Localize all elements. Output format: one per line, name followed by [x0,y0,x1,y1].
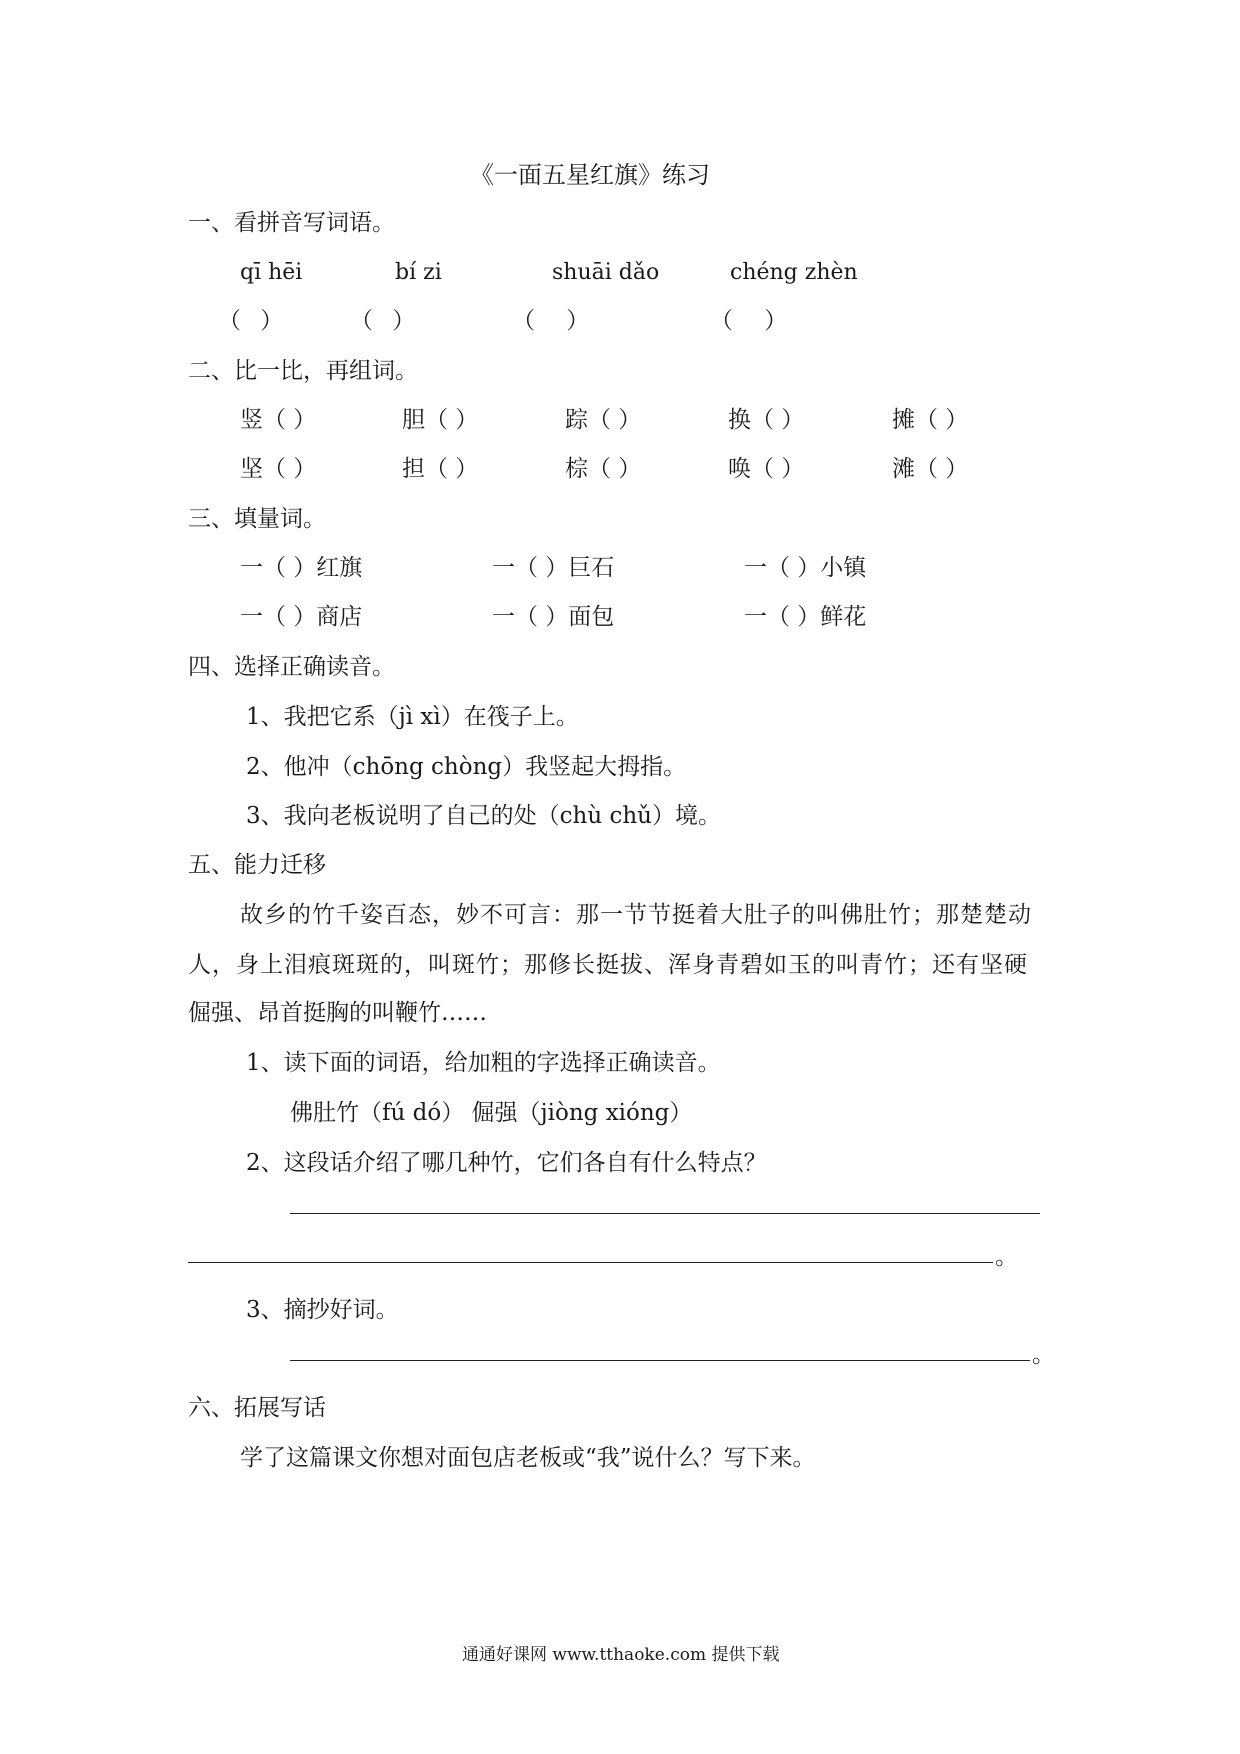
section-1-heading: 一、看拼音写词语。 [188,210,395,236]
answer-line-3-period: 。 [1032,1342,1055,1368]
compare-word-2b[interactable]: 担（ ） [402,456,479,482]
measure-word-3[interactable]: 一（ ）小镇 [744,555,867,581]
section-6-heading: 六、拓展写话 [188,1395,326,1421]
passage-line-2: 人，身上泪痕斑斑的，叫斑竹；那修长挺拔、浑身青碧如玉的叫青竹；还有坚硬 [188,952,1028,978]
footer-credit: 通通好课网 www.tthaoke.com 提供下载 [462,1645,780,1665]
compare-word-3b[interactable]: 棕（ ） [565,456,642,482]
compare-word-1b[interactable]: 坚（ ） [240,456,317,482]
answer-blank-3[interactable]: （ ） [512,308,602,334]
compare-word-2a[interactable]: 胆（ ） [402,407,479,433]
compare-word-3a[interactable]: 踪（ ） [565,407,642,433]
question-2: 2、这段话介绍了哪几种竹，它们各自有什么特点？ [246,1150,767,1176]
compare-word-4b[interactable]: 唤（ ） [728,456,805,482]
compare-word-5a[interactable]: 摊（ ） [892,407,969,433]
question-1: 1、读下面的词语，给加粗的字选择正确读音。 [246,1050,721,1076]
answer-blank-1[interactable]: （ ） [218,308,290,334]
pinyin-4: chéng zhèn [730,260,858,285]
pronunciation-item-3: 3、我向老板说明了自己的处（chù chǔ）境。 [246,803,721,829]
answer-line-1[interactable] [290,1213,1040,1214]
measure-word-5[interactable]: 一（ ）面包 [492,604,615,630]
section-2-heading: 二、比一比，再组词。 [188,358,418,384]
pronunciation-item-1: 1、我把它系（jì xì）在筏子上。 [246,704,579,730]
measure-word-4[interactable]: 一（ ）商店 [240,604,363,630]
question-3: 3、摘抄好词。 [246,1297,399,1323]
pinyin-1: qī hēi [240,260,303,285]
answer-line-2[interactable] [188,1262,993,1263]
passage-line-3: 倔强、昂首挺胸的叫鞭竹…… [188,1000,487,1026]
compare-word-4a[interactable]: 换（ ） [728,407,805,433]
page-title: 《一面五星红旗》练习 [470,161,710,189]
passage-line-1: 故乡的竹千姿百态，妙不可言：那一节节挺着大肚子的叫佛肚竹；那楚楚动 [240,902,1032,928]
compare-word-1a[interactable]: 竖（ ） [240,407,317,433]
measure-word-6[interactable]: 一（ ）鲜花 [744,604,867,630]
answer-line-2-period: 。 [995,1244,1018,1270]
answer-blank-4[interactable]: （ ） [710,308,800,334]
answer-line-3[interactable] [290,1360,1030,1361]
writing-prompt: 学了这篇课文你想对面包店老板或“我”说什么？写下来。 [240,1445,816,1471]
measure-word-1[interactable]: 一（ ）红旗 [240,555,363,581]
section-3-heading: 三、填量词。 [188,506,326,532]
section-5-heading: 五、能力迁移 [188,852,326,878]
pinyin-3: shuāi dǎo [552,260,660,285]
compare-word-5b[interactable]: 滩（ ） [892,456,969,482]
section-4-heading: 四、选择正确读音。 [188,654,395,680]
pinyin-2: bí zi [395,260,442,285]
answer-blank-2[interactable]: （ ） [350,308,422,334]
measure-word-2[interactable]: 一（ ）巨石 [492,555,615,581]
question-1-words: 佛肚竹（fú dó） 倔强（jiòng xióng） [290,1100,693,1126]
pronunciation-item-2: 2、他冲（chōng chòng）我竖起大拇指。 [246,754,687,780]
